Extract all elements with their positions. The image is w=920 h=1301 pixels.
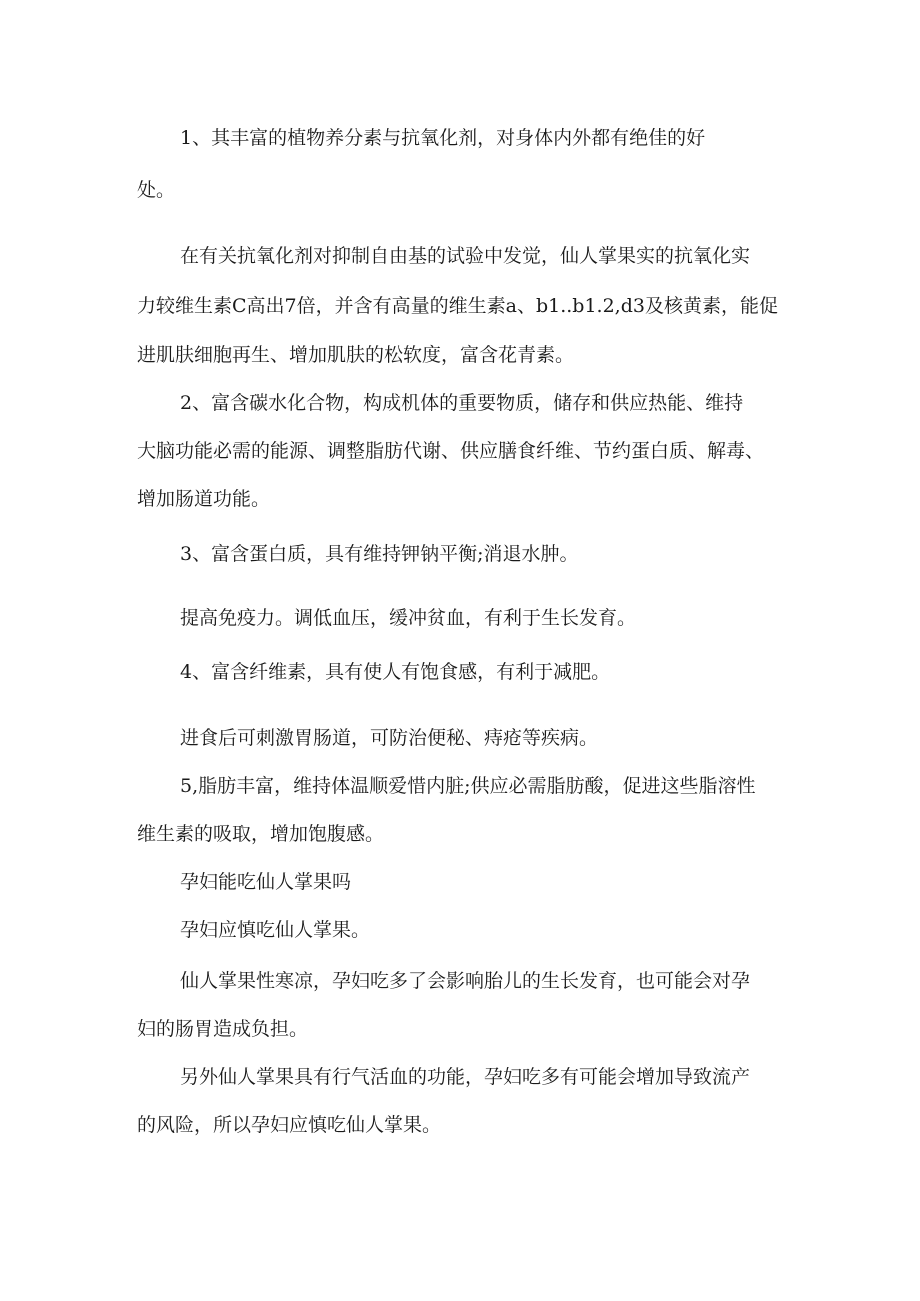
paragraph-line: 3、富含蛋白质，具有维持钾钠平衡;消退水肿。 — [180, 543, 579, 565]
paragraph-line: 2、富含碳水化合物，构成机体的重要物质，储存和供应热能、维持 — [180, 392, 744, 414]
paragraph-line: 维生素的吸取，增加饱腹感。 — [137, 823, 385, 845]
paragraph-line: 孕妇应慎吃仙人掌果。 — [180, 919, 371, 941]
paragraph-line: 4、富含纤维素，具有使人有饱食感，有利于减肥。 — [180, 661, 611, 683]
paragraph-line: 5,脂肪丰富，维持体温顺爱惜内脏;供应必需脂肪酸，促进这些脂溶性 — [180, 775, 756, 797]
paragraph-line: 妇的肠胃造成负担。 — [137, 1018, 309, 1040]
paragraph-line: 力较维生素C高出7倍，并含有高量的维生素a、b1..b1.2,d3及核黄素，能促 — [137, 295, 778, 317]
paragraph-line: 提高免疫力。调低血压，缓冲贫血，有利于生长发育。 — [180, 607, 637, 629]
paragraph-line: 在有关抗氧化剂对抑制自由基的试验中发觉，仙人掌果实的抗氧化实 — [180, 245, 751, 267]
paragraph-line: 另外仙人掌果具有行气活血的功能，孕妇吃多有可能会增加导致流产 — [180, 1066, 751, 1088]
paragraph-line: 1、其丰富的植物养分素与抗氧化剂，对身体内外都有绝佳的好 — [180, 127, 706, 149]
paragraph-line: 进食后可刺激胃肠道，可防治便秘、痔疮等疾病。 — [180, 727, 599, 749]
paragraph-line: 进肌肤细胞再生、增加肌肤的松软度，富含花青素。 — [137, 344, 575, 366]
paragraph-line: 处。 — [137, 179, 176, 201]
paragraph-line: 仙人掌果性寒凉，孕妇吃多了会影响胎儿的生长发育，也可能会对孕 — [180, 970, 751, 992]
paragraph-line: 的风险，所以孕妇应慎吃仙人掌果。 — [137, 1114, 442, 1136]
paragraph-line: 增加肠道功能。 — [137, 488, 271, 510]
paragraph-line: 大脑功能必需的能源、调整脂肪代谢、供应膳食纤维、节约蛋白质、解毒、 — [137, 440, 765, 462]
paragraph-line: 孕妇能吃仙人掌果吗 — [180, 871, 352, 893]
